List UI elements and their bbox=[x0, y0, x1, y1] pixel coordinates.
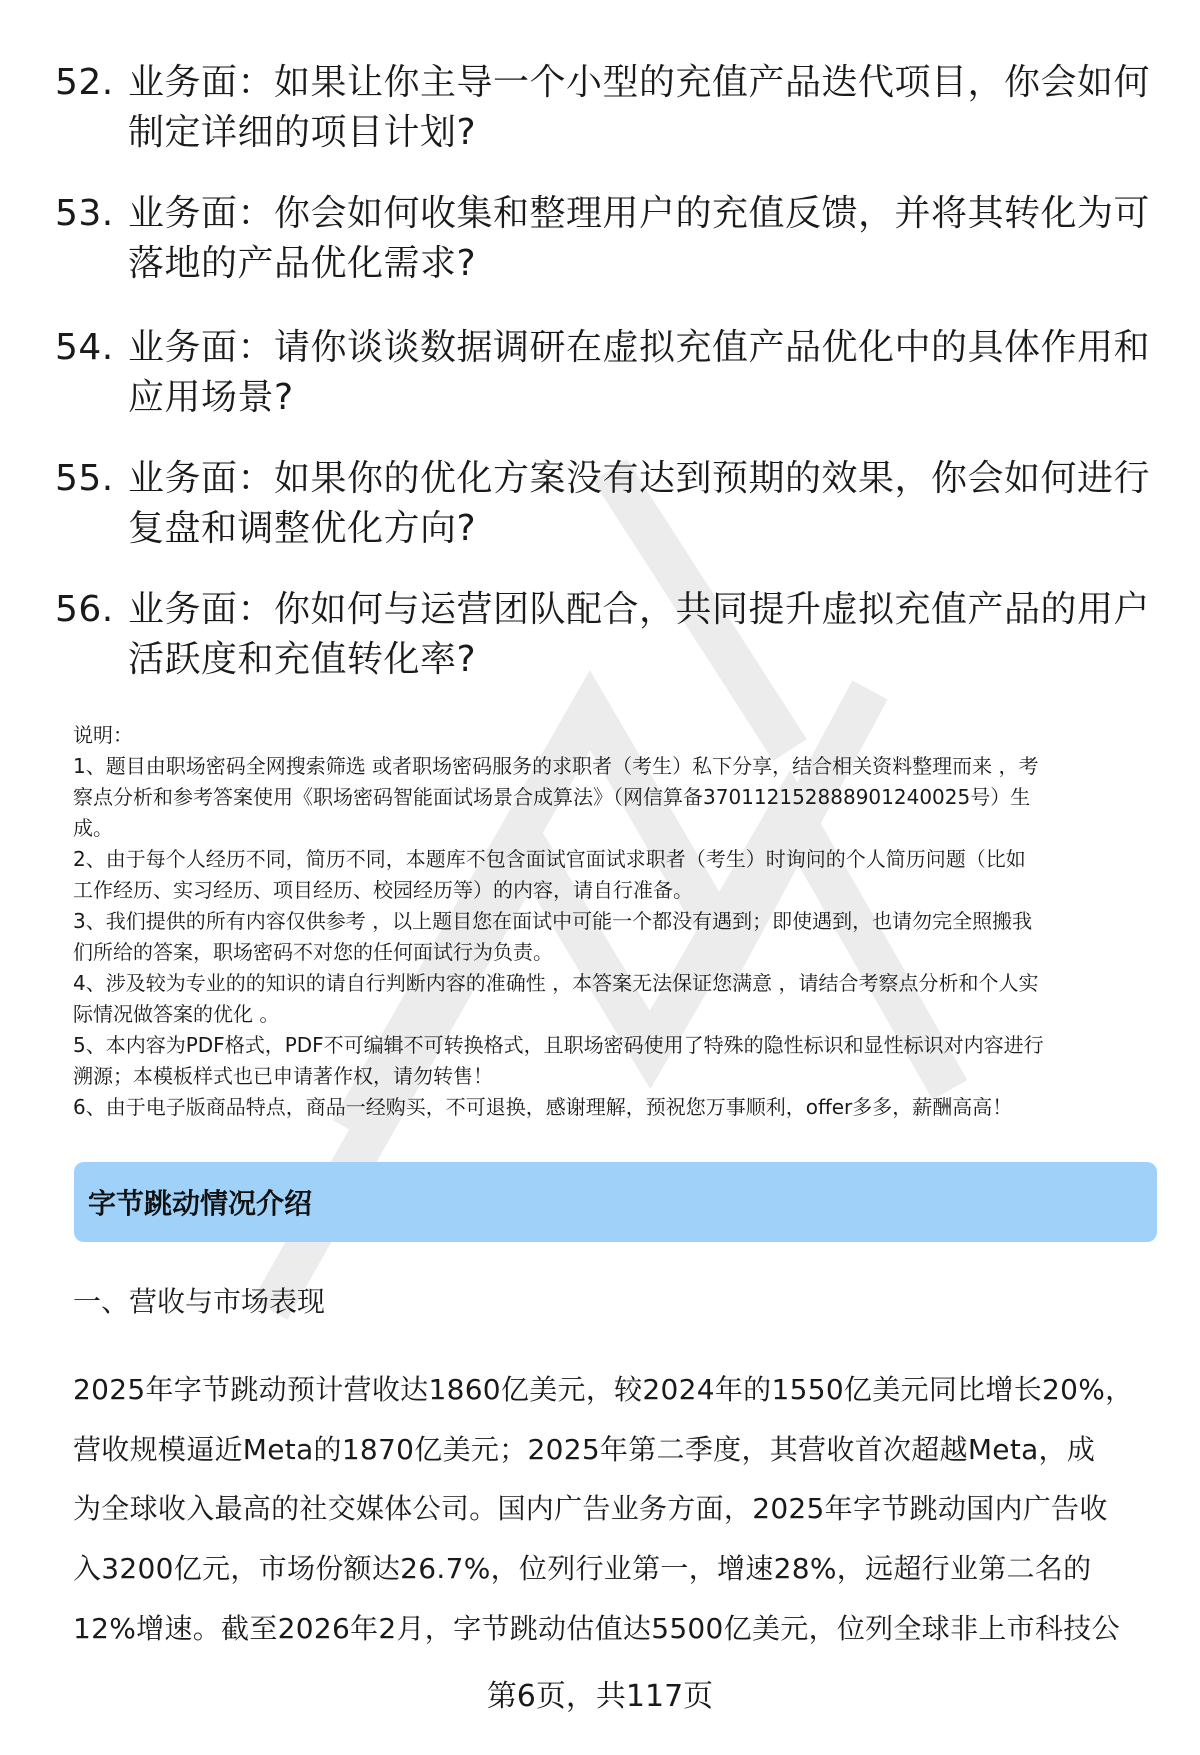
note-line: 际情况做答案的优化 。 bbox=[73, 1002, 280, 1026]
question-text-line: 制定详细的项目计划? bbox=[128, 112, 477, 153]
question-text-line: 业务面：如果让你主导一个小型的充值产品迭代项目，你会如何 bbox=[128, 62, 1151, 103]
question-number: 56. bbox=[55, 589, 114, 630]
paragraph-line: 2025年字节跳动预计营收达1860亿美元，较2024年的1550亿美元同比增长20%， bbox=[73, 1373, 1134, 1406]
note-line: 们所给的答案，职场密码不对您的任何面试行为负责。 bbox=[73, 940, 553, 964]
question-text-line: 业务面：你会如何收集和整理用户的充值反馈，并将其转化为可 bbox=[128, 193, 1151, 234]
paragraph-line: 入3200亿元，市场份额达26.7%，位列行业第一，增速28%，远超行业第二名的 bbox=[73, 1552, 1092, 1586]
note-line: 成。 bbox=[73, 816, 113, 840]
question-number: 54. bbox=[55, 327, 114, 368]
note-line: 2、由于每个人经历不同，简历不同，本题库不包含面试官面试求职者（考生）时询问的个人简历问题（比如 bbox=[73, 847, 1026, 871]
paragraph-line: 12%增速。截至2026年2月，字节跳动估值达5500亿美元，位列全球非上市科技公 bbox=[73, 1611, 1120, 1645]
body-paragraph bbox=[73, 1360, 1163, 1659]
question-number: 53. bbox=[55, 193, 114, 234]
question-number: 55. bbox=[55, 458, 114, 499]
question-text-line: 业务面：如果你的优化方案没有达到预期的效果，你会如何进行 bbox=[128, 458, 1151, 499]
notes-title: 说明： bbox=[73, 723, 133, 747]
notes-block bbox=[73, 720, 1163, 1123]
question-56 bbox=[55, 585, 1155, 685]
note-line: 察点分析和参考答案使用《职场密码智能面试场景合成算法》（网信算备370112152888901240025号）生 bbox=[73, 785, 1031, 809]
note-line: 6、由于电子版商品特点，商品一经购买，不可退换，感谢理解，预祝您万事顺利，offer多多，薪酬高高！ bbox=[73, 1095, 1013, 1119]
note-line: 溯源；本模板样式也已申请著作权，请勿转售！ bbox=[73, 1064, 493, 1088]
subheading: 一、营收与市场表现 bbox=[73, 1285, 326, 1318]
question-text-line: 活跃度和充值转化率? bbox=[128, 639, 477, 680]
note-line: 3、我们提供的所有内容仅供参考 ，以上题目您在面试中可能一个都没有遇到；即使遇到，也请勿完全照搬我 bbox=[73, 909, 1033, 933]
paragraph-line: 营收规模逼近Meta的1870亿美元；2025年第二季度，其营收首次超越Meta，成 bbox=[73, 1432, 1096, 1466]
question-number: 52. bbox=[55, 62, 114, 103]
note-line: 1、题目由职场密码全网搜索筛选 或者职场密码服务的求职者（考生）私下分享，结合相关资料整理而来 ，考 bbox=[73, 754, 1039, 778]
question-53 bbox=[55, 189, 1155, 289]
question-text-line: 业务面：你如何与运营团队配合，共同提升虚拟充值产品的用户 bbox=[128, 589, 1151, 630]
section-header-box bbox=[74, 1162, 1157, 1242]
question-52 bbox=[55, 58, 1155, 158]
question-text-line: 业务面：请你谈谈数据调研在虚拟充值产品优化中的具体作用和 bbox=[128, 327, 1151, 368]
note-line: 5、本内容为PDF格式，PDF不可编辑不可转换格式，且职场密码使用了特殊的隐性标识和显性标识对内容进行 bbox=[73, 1033, 1044, 1057]
question-text-line: 应用场景? bbox=[128, 377, 294, 418]
paragraph-line: 为全球收入最高的社交媒体公司。国内广告业务方面，2025年字节跳动国内广告收 bbox=[73, 1492, 1108, 1526]
question-54 bbox=[55, 323, 1155, 423]
note-line: 4、涉及较为专业的的知识的请自行判断内容的准确性 ，本答案无法保证您满意 ，请结合考察点分析和个人实 bbox=[73, 971, 1039, 995]
note-line: 工作经历、实习经历、项目经历、校园经历等）的内容，请自行准备。 bbox=[73, 878, 693, 902]
question-text-line: 落地的产品优化需求? bbox=[128, 243, 477, 284]
page-number: 第6页，共117页 bbox=[486, 1679, 714, 1714]
question-text-line: 复盘和调整优化方向? bbox=[128, 508, 477, 549]
section-title: 字节跳动情况介绍 bbox=[88, 1187, 313, 1220]
question-55 bbox=[55, 454, 1155, 554]
